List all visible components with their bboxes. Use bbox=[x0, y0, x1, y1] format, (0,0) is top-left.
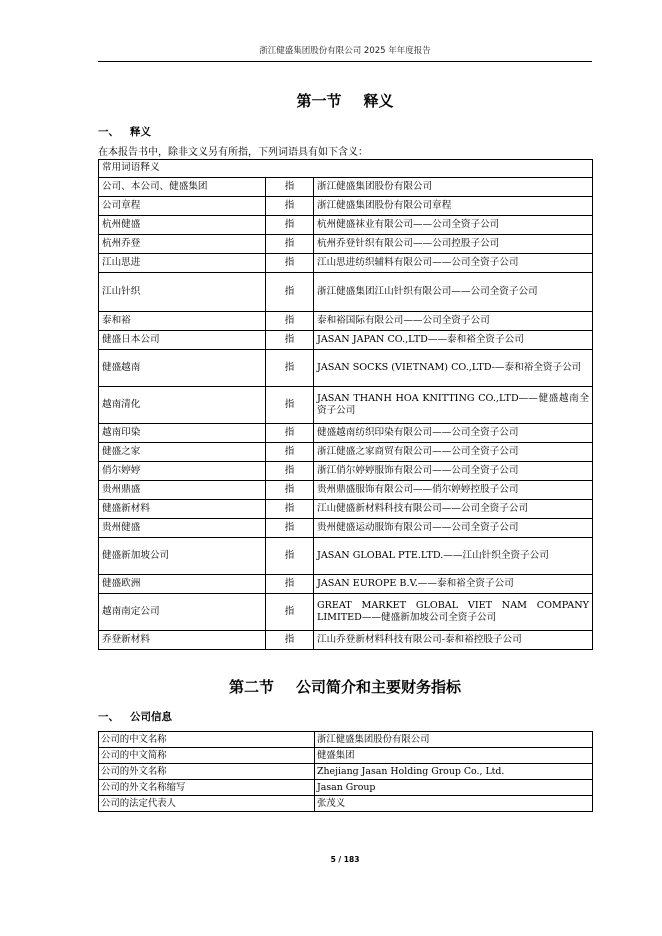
definition-text: JASAN GLOBAL PTE.LTD.——江山针织全资子公司 bbox=[314, 538, 593, 575]
definition-term: 俏尔婷婷 bbox=[99, 462, 266, 481]
definition-ref: 指 bbox=[266, 312, 314, 331]
definitions-heading: 一、 释义 bbox=[98, 126, 151, 138]
section-2-name: 公司简介和主要财务指标 bbox=[296, 678, 462, 696]
company-info-label: 公司的中文名称 bbox=[99, 732, 315, 748]
page-number: 5 / 183 bbox=[330, 855, 360, 864]
definition-term: 健盛日本公司 bbox=[99, 331, 266, 350]
company-info-value: 张茂义 bbox=[315, 796, 593, 812]
definition-row bbox=[99, 216, 593, 235]
definition-row bbox=[99, 631, 593, 650]
definition-row bbox=[99, 594, 593, 631]
definition-row bbox=[99, 178, 593, 197]
definition-ref: 指 bbox=[266, 197, 314, 216]
company-info-label: 公司的法定代表人 bbox=[99, 796, 315, 812]
definition-row bbox=[99, 575, 593, 594]
definition-ref: 指 bbox=[266, 254, 314, 273]
company-info-row bbox=[99, 764, 593, 780]
company-info-value: Zhejiang Jasan Holding Group Co., Ltd. bbox=[315, 764, 593, 780]
definition-ref: 指 bbox=[266, 575, 314, 594]
definition-ref: 指 bbox=[266, 443, 314, 462]
definition-term: 健盛欧洲 bbox=[99, 575, 266, 594]
definition-term: 泰和裕 bbox=[99, 312, 266, 331]
definition-text: 浙江健盛之家商贸有限公司——公司全资子公司 bbox=[314, 443, 593, 462]
definition-row bbox=[99, 462, 593, 481]
definition-ref: 指 bbox=[266, 631, 314, 650]
definition-text: 健盛越南纺织印染有限公司——公司全资子公司 bbox=[314, 424, 593, 443]
definition-term: 越南印染 bbox=[99, 424, 266, 443]
definition-row bbox=[99, 387, 593, 424]
company-info-heading: 一、 公司信息 bbox=[98, 711, 172, 723]
section-1-title bbox=[98, 90, 592, 111]
company-info-row bbox=[99, 780, 593, 796]
definition-term: 越南南定公司 bbox=[99, 594, 266, 631]
definition-text: 杭州乔登针织有限公司——公司控股子公司 bbox=[314, 235, 593, 254]
definition-ref: 指 bbox=[266, 350, 314, 387]
definition-text: 浙江健盛集团股份有限公司章程 bbox=[314, 197, 593, 216]
definition-ref: 指 bbox=[266, 424, 314, 443]
definition-row bbox=[99, 424, 593, 443]
page-header: 浙江健盛集团股份有限公司 2025 年年度报告 bbox=[259, 46, 431, 56]
definition-text: 贵州鼎盛服饰有限公司——俏尔婷婷控股子公司 bbox=[314, 481, 593, 500]
definition-ref: 指 bbox=[266, 387, 314, 424]
definition-row bbox=[99, 500, 593, 519]
definition-text: 贵州健盛运动服饰有限公司——公司全资子公司 bbox=[314, 519, 593, 538]
definition-term: 健盛越南 bbox=[99, 350, 266, 387]
definition-row bbox=[99, 235, 593, 254]
definition-term: 健盛之家 bbox=[99, 443, 266, 462]
definition-term: 健盛新加坡公司 bbox=[99, 538, 266, 575]
definition-text: 泰和裕国际有限公司——公司全资子公司 bbox=[314, 312, 593, 331]
definition-row bbox=[99, 312, 593, 331]
company-info-label: 公司的外文名称缩写 bbox=[99, 780, 315, 796]
definition-ref: 指 bbox=[266, 462, 314, 481]
definition-ref: 指 bbox=[266, 594, 314, 631]
definition-term: 杭州乔登 bbox=[99, 235, 266, 254]
company-info-row bbox=[99, 796, 593, 812]
definition-row bbox=[99, 481, 593, 500]
definition-term: 杭州健盛 bbox=[99, 216, 266, 235]
definition-text: JASAN JAPAN CO.,LTD——泰和裕全资子公司 bbox=[314, 331, 593, 350]
definition-ref: 指 bbox=[266, 481, 314, 500]
definition-row bbox=[99, 254, 593, 273]
definition-term: 公司、本公司、健盛集团 bbox=[99, 178, 266, 197]
company-info-label: 公司的中文简称 bbox=[99, 748, 315, 764]
definition-text: 浙江健盛集团股份有限公司 bbox=[314, 178, 593, 197]
definition-text: JASAN SOCKS (VIETNAM) CO.,LTD-—泰和裕全资子公司 bbox=[314, 350, 593, 387]
definition-term: 江山思进 bbox=[99, 254, 266, 273]
definition-text: JASAN EUROPE B.V.——泰和裕全资子公司 bbox=[314, 575, 593, 594]
definition-row bbox=[99, 350, 593, 387]
section-2-number: 第二节 bbox=[228, 678, 274, 696]
definition-ref: 指 bbox=[266, 500, 314, 519]
definition-row bbox=[99, 331, 593, 350]
definition-term: 乔登新材料 bbox=[99, 631, 266, 650]
company-info-table bbox=[98, 731, 593, 812]
definition-term: 越南清化 bbox=[99, 387, 266, 424]
definition-text: GREAT MARKET GLOBAL VIET NAM COMPANY LIMITED——健盛新加坡公司全资子公司 bbox=[314, 594, 593, 631]
section-1-name: 释义 bbox=[363, 92, 394, 110]
definition-row bbox=[99, 197, 593, 216]
definition-ref: 指 bbox=[266, 216, 314, 235]
definition-term: 健盛新材料 bbox=[99, 500, 266, 519]
definitions-table bbox=[98, 159, 593, 650]
company-info-value: Jasan Group bbox=[315, 780, 593, 796]
section-2-title bbox=[98, 676, 592, 697]
definition-text: 江山思进纺织辅料有限公司——公司全资子公司 bbox=[314, 254, 593, 273]
definition-ref: 指 bbox=[266, 519, 314, 538]
definition-text: 江山乔登新材料科技有限公司-泰和裕控股子公司 bbox=[314, 631, 593, 650]
definitions-caption-row bbox=[99, 160, 593, 178]
definition-row bbox=[99, 519, 593, 538]
definition-text: 浙江俏尔婷婷服饰有限公司——公司全资子公司 bbox=[314, 462, 593, 481]
definition-ref: 指 bbox=[266, 235, 314, 254]
definition-ref: 指 bbox=[266, 273, 314, 312]
company-info-label: 公司的外文名称 bbox=[99, 764, 315, 780]
company-info-value: 健盛集团 bbox=[315, 748, 593, 764]
definition-ref: 指 bbox=[266, 538, 314, 575]
definition-term: 公司章程 bbox=[99, 197, 266, 216]
definition-text: 江山健盛新材料科技有限公司——公司全资子公司 bbox=[314, 500, 593, 519]
definition-ref: 指 bbox=[266, 178, 314, 197]
section-1-number: 第一节 bbox=[296, 92, 342, 110]
company-info-value: 浙江健盛集团股份有限公司 bbox=[315, 732, 593, 748]
definition-term: 贵州鼎盛 bbox=[99, 481, 266, 500]
definition-row bbox=[99, 273, 593, 312]
definitions-caption: 常用词语释义 bbox=[99, 160, 593, 178]
company-info-row bbox=[99, 732, 593, 748]
definitions-intro: 在本报告书中，除非文义另有所指，下列词语具有如下含义： bbox=[98, 147, 368, 158]
company-info-row bbox=[99, 748, 593, 764]
definition-term: 贵州健盛 bbox=[99, 519, 266, 538]
header-rule bbox=[98, 61, 592, 62]
definition-ref: 指 bbox=[266, 331, 314, 350]
definition-row bbox=[99, 443, 593, 462]
definition-text: JASAN THANH HOA KNITTING CO.,LTD——健盛越南全资子公司 bbox=[314, 387, 593, 424]
definition-text: 杭州健盛袜业有限公司——公司全资子公司 bbox=[314, 216, 593, 235]
definition-text: 浙江健盛集团江山针织有限公司——公司全资子公司 bbox=[314, 273, 593, 312]
definition-row bbox=[99, 538, 593, 575]
definition-term: 江山针织 bbox=[99, 273, 266, 312]
